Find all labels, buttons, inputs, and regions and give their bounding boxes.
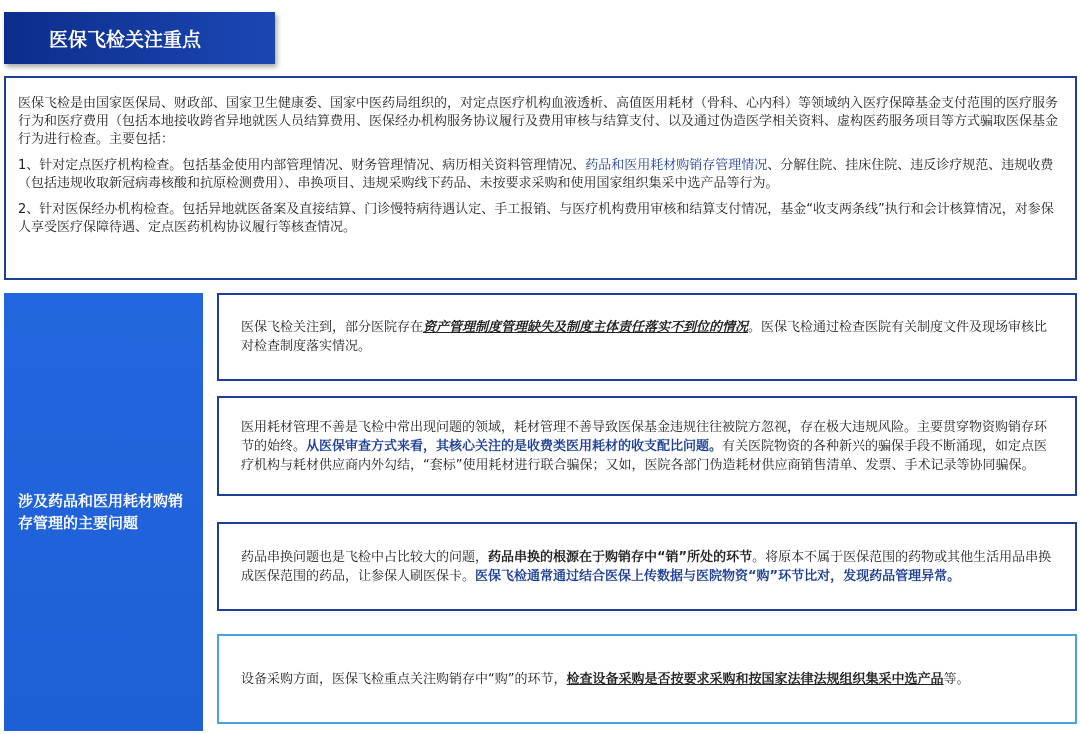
highlight-text: 药品和医用耗材购销存管理情况	[585, 158, 768, 173]
intro-box	[4, 76, 1077, 280]
issue-card-drug-substitution: 药品串换问题也是飞检中占比较大的问题，药品串换的根源在于购销存中“销”所处的环节。将原本不属于医保范围的药物或其他生活用品串换成医保范围的药品，让参保人刷医保卡。医保飞检通常通过结合医保上传数据与医院物资“购”环节比对，发现药品管理异常。	[217, 522, 1077, 611]
emphasis-text: 药品串换的根源在于购销存中“销”所处的环节	[488, 549, 753, 565]
issue-card-equipment-procurement: 设备采购方面，医保飞检重点关注购销存中“购”的环节，检查设备采购是否按要求采购和按国家法律法规组织集采中选产品等。	[217, 634, 1077, 724]
emphasis-text: 检查设备采购是否按要求采购和按国家法律法规组织集采中选产品	[566, 671, 944, 687]
issue-card-asset-management: 医保飞检关注到，部分医院存在资产管理制度管理缺失及制度主体责任落实不到位的情况。医保飞检通过检查医院有关制度文件及现场审核比对检查制度落实情况。	[217, 293, 1077, 381]
highlight-text: 医保飞检通常通过结合医保上传数据与医院物资“购”环节比对，发现药品管理异常。	[475, 568, 961, 584]
highlight-text: 从医保审查方式来看，其核心关注的是收费类医用耗材的收支配比问题。	[306, 438, 723, 454]
section-title-tab	[4, 12, 275, 64]
intro-item-1: 1、针对定点医疗机构检查。包括基金使用内部管理情况、财务管理情况、病历相关资料管理情况、药品和医用耗材购销存管理情况、分解住院、挂床住院、违反诊疗规范、违规收费（包括违规收取新冠病毒核酸和抗原检测费用）、串换项目、违规采购线下药品、未按要求采购和使用国家组织集采中选产品等行为。	[18, 158, 1054, 191]
intro-item-2: 2、针对医保经办机构检查。包括异地就医备案及直接结算、门诊慢特病待遇认定、手工报销、与医疗机构费用审核和结算支付情况，基金“收支两条线”执行和会计核算情况，对参保人享受医疗保障待遇、定点医药机构协议履行等核查情况。	[18, 202, 1054, 235]
intro-paragraph: 医保飞检是由国家医保局、财政部、国家卫生健康委、国家中医药局组织的，对定点医疗机构血液透析、高值医用耗材（骨科、心内科）等领域纳入医疗保障基金支付范围的医疗服务行为和医疗费用（包括本地接收跨省异地就医人员结算费用、医保经办机构服务协议履行及费用审核与结算支付、以及通过伪造医学相关资料、虚构医药服务项目等方式骗取医保基金行为进行检查。主要包括：	[18, 96, 1059, 147]
side-panel-label: 涉及药品和医用耗材购销存管理的主要问题	[18, 492, 184, 532]
emphasis-text: 资产管理制度管理缺失及制度主体责任落实不到位的情况	[423, 320, 749, 335]
issue-card-consumables: 医用耗材管理不善是飞检中常出现问题的领域，耗材管理不善导致医保基金违规往往被院方忽视，存在极大违规风险。主要贯穿物资购销存环节的始终。从医保审查方式来看，其核心关注的是收费类医用耗材的收支配比问题。有关医院物资的各种新兴的骗保手段不断涌现，如定点医疗机构与耗材供应商内外勾结，“套标”使用耗材进行联合骗保；又如，医院各部门伪造耗材供应商销售清单、发票、手术记录等协同骗保。	[217, 396, 1077, 496]
side-panel	[4, 293, 203, 731]
page-title: 医保飞检关注重点	[49, 28, 202, 51]
